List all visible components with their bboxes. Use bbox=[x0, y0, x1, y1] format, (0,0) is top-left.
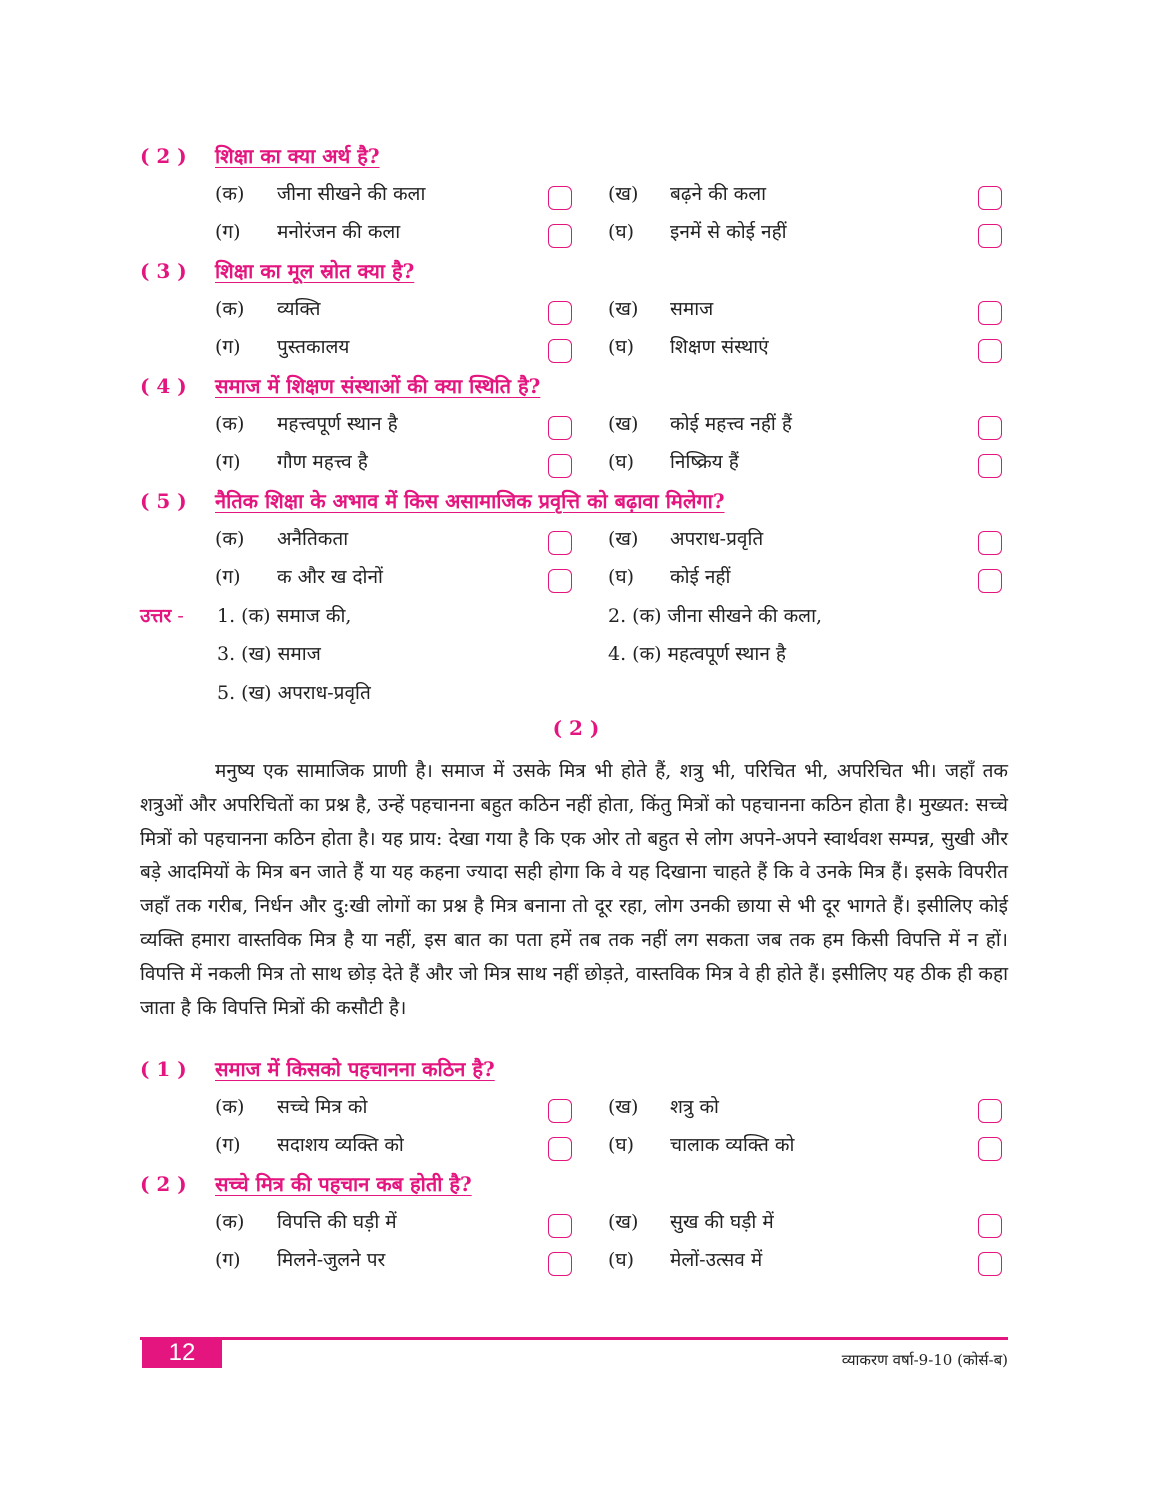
option-text: मेलों-उत्सव में bbox=[670, 1249, 763, 1271]
checkbox[interactable] bbox=[978, 454, 1002, 478]
option-row bbox=[215, 563, 1005, 595]
question-heading bbox=[140, 1170, 472, 1202]
answer-label-row bbox=[140, 602, 184, 628]
option-gha bbox=[608, 1246, 762, 1272]
option-text: चालाक व्यक्ति को bbox=[670, 1134, 795, 1156]
option-text: गौण महत्त्व है bbox=[277, 451, 368, 473]
checkbox[interactable] bbox=[548, 531, 572, 555]
option-text: मनोरंजन की कला bbox=[277, 221, 401, 243]
checkbox[interactable] bbox=[548, 454, 572, 478]
option-ga bbox=[215, 218, 400, 244]
question-heading bbox=[140, 372, 540, 404]
option-label: (ख) bbox=[608, 1096, 639, 1118]
option-text: अपराध-प्रवृति bbox=[670, 528, 764, 550]
option-row bbox=[215, 333, 1005, 365]
option-gha bbox=[608, 448, 739, 474]
checkbox[interactable] bbox=[978, 301, 1002, 325]
option-row bbox=[215, 180, 1005, 212]
option-label: (ग) bbox=[215, 336, 241, 358]
question-number: ( 1 ) bbox=[140, 1057, 187, 1081]
option-gha bbox=[608, 218, 787, 244]
option-label: (ख) bbox=[608, 1211, 639, 1233]
option-text: विपत्ति की घड़ी में bbox=[277, 1211, 397, 1233]
option-gha bbox=[608, 333, 769, 359]
question-text: समाज में किसको पहचानना कठिन है? bbox=[215, 1057, 495, 1081]
question-heading bbox=[140, 487, 725, 519]
option-label: (घ) bbox=[608, 336, 635, 358]
answer-item: 2. (क) जीना सीखने की कला, bbox=[608, 605, 823, 627]
option-row bbox=[215, 1093, 1005, 1125]
option-label: (ख) bbox=[608, 298, 639, 320]
question-number: ( 3 ) bbox=[140, 259, 187, 283]
footer-divider bbox=[140, 1337, 1008, 1340]
option-kha bbox=[608, 180, 766, 206]
checkbox[interactable] bbox=[548, 224, 572, 248]
option-text: व्यक्ति bbox=[277, 298, 321, 320]
checkbox[interactable] bbox=[548, 1099, 572, 1123]
option-text: निष्क्रिय हैं bbox=[670, 451, 739, 473]
option-label: (घ) bbox=[608, 451, 635, 473]
option-text: मिलने-जुलने पर bbox=[277, 1249, 386, 1271]
question-heading bbox=[140, 142, 380, 174]
answer-item: 5. (ख) अपराध-प्रवृति bbox=[217, 682, 371, 704]
option-label: (क) bbox=[215, 1096, 245, 1118]
option-kha bbox=[608, 1093, 719, 1119]
question-text: नैतिक शिक्षा के अभाव में किस असामाजिक प्रवृत्ति को बढ़ावा मिलेगा? bbox=[215, 489, 725, 513]
checkbox[interactable] bbox=[548, 416, 572, 440]
checkbox[interactable] bbox=[548, 1137, 572, 1161]
checkbox[interactable] bbox=[978, 339, 1002, 363]
option-label: (क) bbox=[215, 528, 245, 550]
option-label: (ख) bbox=[608, 413, 639, 435]
option-label: (क) bbox=[215, 413, 245, 435]
option-text: अनैतिकता bbox=[277, 528, 349, 550]
option-ga bbox=[215, 448, 368, 474]
option-text: महत्त्वपूर्ण स्थान है bbox=[277, 413, 398, 435]
question-heading bbox=[140, 257, 414, 289]
checkbox[interactable] bbox=[548, 569, 572, 593]
option-label: (घ) bbox=[608, 566, 635, 588]
option-text: पुस्तकालय bbox=[277, 336, 350, 358]
option-ka bbox=[215, 1208, 397, 1234]
answer-label: उत्तर bbox=[140, 605, 172, 627]
passage-number: ( 2 ) bbox=[552, 716, 600, 740]
page-number: 12 bbox=[142, 1338, 222, 1368]
option-ka bbox=[215, 180, 425, 206]
option-text: शत्रु को bbox=[670, 1096, 719, 1118]
option-label: (क) bbox=[215, 298, 245, 320]
option-gha bbox=[608, 1131, 794, 1157]
answer-item: 3. (ख) समाज bbox=[217, 643, 321, 665]
option-label: (घ) bbox=[608, 221, 635, 243]
option-ka bbox=[215, 525, 348, 551]
checkbox[interactable] bbox=[978, 1252, 1002, 1276]
option-text: सुख की घड़ी में bbox=[670, 1211, 774, 1233]
option-label: (ग) bbox=[215, 566, 241, 588]
option-ga bbox=[215, 333, 349, 359]
option-row bbox=[215, 525, 1005, 557]
answer-dash: - bbox=[177, 605, 184, 627]
option-label: (ग) bbox=[215, 1134, 241, 1156]
option-text: सच्चे मित्र को bbox=[277, 1096, 368, 1118]
option-label: (घ) bbox=[608, 1249, 635, 1271]
checkbox[interactable] bbox=[978, 531, 1002, 555]
option-label: (क) bbox=[215, 183, 245, 205]
option-text: समाज bbox=[670, 298, 714, 320]
option-text: कोई नहीं bbox=[670, 566, 731, 588]
checkbox[interactable] bbox=[978, 569, 1002, 593]
checkbox[interactable] bbox=[978, 1214, 1002, 1238]
checkbox[interactable] bbox=[548, 1214, 572, 1238]
question-number: ( 2 ) bbox=[140, 1172, 187, 1196]
option-row bbox=[215, 1131, 1005, 1163]
option-label: (ग) bbox=[215, 1249, 241, 1271]
option-row bbox=[215, 410, 1005, 442]
option-label: (ख) bbox=[608, 183, 639, 205]
question-number: ( 4 ) bbox=[140, 374, 187, 398]
book-title: व्याकरण वर्षा-9-10 (कोर्स-ब) bbox=[841, 1351, 1008, 1369]
question-text: शिक्षा का क्या अर्थ है? bbox=[215, 144, 380, 168]
option-ka bbox=[215, 1093, 367, 1119]
option-label: (ग) bbox=[215, 451, 241, 473]
option-text: बढ़ने की कला bbox=[670, 183, 767, 205]
checkbox[interactable] bbox=[978, 224, 1002, 248]
option-ga bbox=[215, 563, 383, 589]
option-ka bbox=[215, 410, 398, 436]
question-text: समाज में शिक्षण संस्थाओं की क्या स्थिति है? bbox=[215, 374, 541, 398]
question-number: ( 2 ) bbox=[140, 144, 187, 168]
option-label: (ग) bbox=[215, 221, 241, 243]
option-text: इनमें से कोई नहीं bbox=[670, 221, 787, 243]
question-text: सच्चे मित्र की पहचान कब होती है? bbox=[215, 1172, 472, 1196]
checkbox[interactable] bbox=[978, 1137, 1002, 1161]
option-label: (ख) bbox=[608, 528, 639, 550]
option-row bbox=[215, 218, 1005, 250]
option-ga bbox=[215, 1131, 404, 1157]
option-row bbox=[215, 448, 1005, 480]
option-row bbox=[215, 1208, 1005, 1240]
answer-item: 1. (क) समाज की, bbox=[217, 605, 352, 627]
checkbox[interactable] bbox=[978, 1099, 1002, 1123]
option-kha bbox=[608, 525, 763, 551]
option-text: क और ख दोनों bbox=[277, 566, 383, 588]
option-ka bbox=[215, 295, 320, 321]
option-kha bbox=[608, 410, 792, 436]
checkbox[interactable] bbox=[548, 339, 572, 363]
option-label: (क) bbox=[215, 1211, 245, 1233]
option-row bbox=[215, 1246, 1005, 1278]
checkbox[interactable] bbox=[978, 186, 1002, 210]
answer-item: 4. (क) महत्वपूर्ण स्थान है bbox=[608, 643, 786, 665]
option-label: (घ) bbox=[608, 1134, 635, 1156]
checkbox[interactable] bbox=[548, 186, 572, 210]
option-kha bbox=[608, 295, 713, 321]
checkbox[interactable] bbox=[548, 1252, 572, 1276]
checkbox[interactable] bbox=[548, 301, 572, 325]
checkbox[interactable] bbox=[978, 416, 1002, 440]
option-text: सदाशय व्यक्ति को bbox=[277, 1134, 404, 1156]
option-text: कोई महत्त्व नहीं हैं bbox=[670, 413, 792, 435]
question-heading bbox=[140, 1055, 495, 1087]
option-gha bbox=[608, 563, 730, 589]
question-text: शिक्षा का मूल स्रोत क्या है? bbox=[215, 259, 415, 283]
passage-text: मनुष्य एक सामाजिक प्राणी है। समाज में उसके मित्र भी होते हैं, शत्रु भी, परिचित भी, अपरिचित भी। जहाँ तक शत्रुओं और अपरिचितों का प्रश्न है, उन्हें पहचानना बहुत कठिन नहीं होता, किंतु मित्रों को पहचानना कठिन होता है। मुख्यत: सच्चे मित्रों को पहचानना कठिन होता है। यह प्राय: देखा गया है कि एक ओर तो बहुत से लोग अपने-अपने स्वार्थवश सम्पन्न, सुखी और बड़े आदमियों के मित्र बन जाते हैं या यह कहना ज्यादा सही होगा कि वे यह दिखाना चाहते हैं कि वे उनके मित्र हैं। इसके विपरीत जहाँ तक गरीब, निर्धन और दु:खी लोगों का प्रश्न है मित्र बनाना तो दूर रहा, लोग उनकी छाया से भी दूर भागते हैं। इसीलिए कोई व्यक्ति हमारा वास्तविक मित्र है या नहीं, इस बात का पता हमें तब तक नहीं लग सकता जब तक हम किसी विपत्ति में न हों। विपत्ति में नकली मित्र तो साथ छोड़ देते हैं और जो मित्र साथ नहीं छोड़ते, वास्तविक मित्र वे ही होते हैं। इसीलिए यह ठीक ही कहा जाता है कि विपत्ति मित्रों की कसौटी है। bbox=[140, 760, 1008, 1019]
option-row bbox=[215, 295, 1005, 327]
option-kha bbox=[608, 1208, 774, 1234]
option-text: शिक्षण संस्थाएं bbox=[670, 336, 769, 358]
question-number: ( 5 ) bbox=[140, 489, 187, 513]
option-text: जीना सीखने की कला bbox=[277, 183, 426, 205]
option-ga bbox=[215, 1246, 385, 1272]
